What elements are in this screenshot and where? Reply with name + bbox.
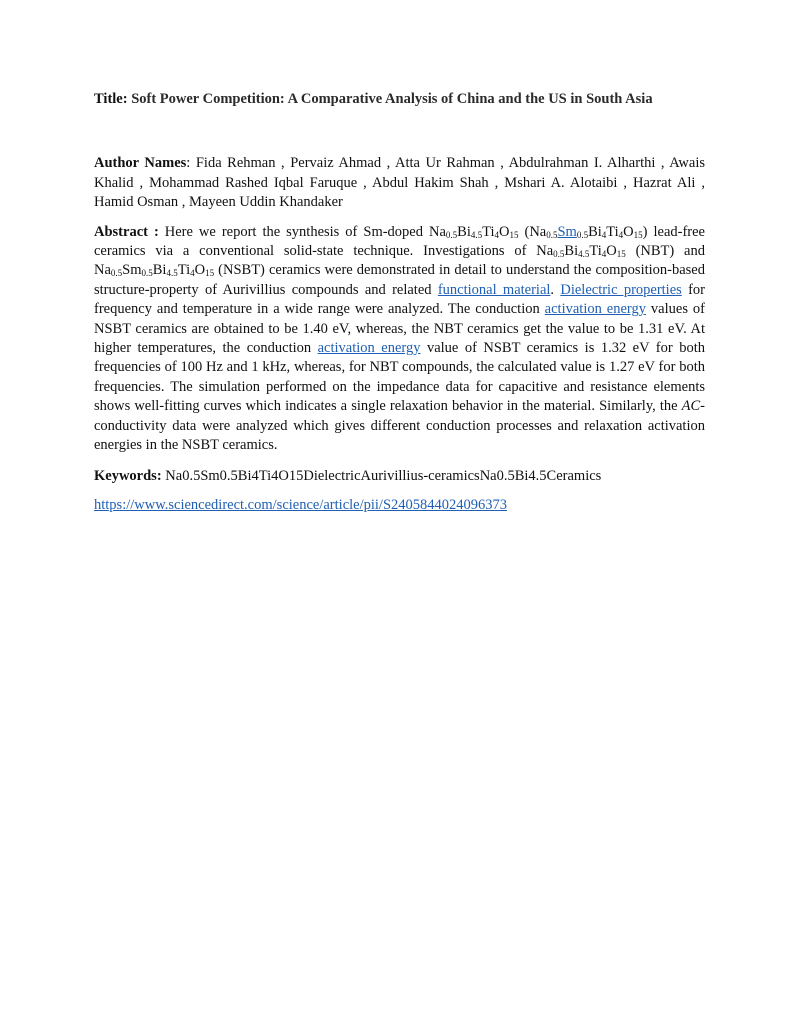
formula-nbt-2: $Na_{0.5}Bi_{4.5}Ti_4O_{15}$	[536, 243, 626, 260]
title-text: Soft Power Competition: A Comparative Analysis of China and the US in South Asia	[131, 91, 653, 107]
title-label: Title:	[94, 91, 128, 107]
authors-text: : Fida Rehman , Pervaiz Ahmad , Atta Ur Rahman , Abdulrahman I. Alharthi , Awais Khalid , Mohammad Rashed Iqbal Faruque , Abdul Hakim Shah , Mshari A. Alotaibi , Hazrat Ali , Hamid Osman , Mayeen Uddin Khandaker	[94, 155, 705, 211]
abstract-label: Abstract :	[94, 223, 159, 240]
sm-link[interactable]: Sm	[557, 223, 577, 240]
paper-title	[94, 90, 705, 109]
dielectric-properties-link[interactable]: Dielectric properties	[560, 281, 682, 298]
keywords-line	[94, 467, 705, 486]
formula-nsbt-linked: $Na_{0.5}Sm_{0.5}Bi_4Ti_4O_{15}$	[529, 223, 643, 240]
article-url-line	[94, 496, 705, 515]
ac-italic: AC	[681, 398, 701, 415]
activation-energy-link-2[interactable]: activation energy	[317, 340, 421, 357]
author-names	[94, 154, 705, 212]
functional-material-link[interactable]: functional material	[437, 281, 551, 298]
abstract-paragraph: Abstract : Here we report the synthesis of Sm-doped $Na_{0.5}Bi_{4.5}Ti_4O_{15}$ $(Na_{0.5}Sm_{0.5}Bi_4Ti_4O_{15})$ lead-free ceramics via a conventional solid-state technique. Investigations of $Na_{0.5}Bi_{4.5}Ti_4O_{15}$ (NBT) and $Na_{0.5}Sm_{0.5}Bi_{4.5}Ti_4O_{15}$ (NSBT) ceramics were demonstrated in detail to understand the composition-based structure-property of Aurivillius compounds and related functional material. Dielectric properties for frequency and temperature in a wide range were analyzed. The conduction activation energy values of NSBT ceramics are obtained to be 1.40 eV, whereas, the NBT ceramics get the value to be 1.31 eV. At higher temperatures, the conduction activation energy value of NSBT ceramics is 1.32 eV for both frequencies of 100 Hz and 1 kHz, whereas, for NBT compounds, the calculated value is 1.27 eV for both frequencies. The simulation performed on the impedance data for capacitive and resistance elements shows well-fitting curves which indicates a single relaxation behavior in the material. Similarly, the AC-conductivity data were analyzed which gives different conduction processes and relaxation activation energies in the NSBT ceramics.	[94, 223, 706, 454]
formula-nsbt: $Na_{0.5}Sm_{0.5}Bi_{4.5}Ti_4O_{15}$	[94, 262, 215, 279]
formula-nbt: $Na_{0.5}Bi_{4.5}Ti_4O_{15}$	[428, 223, 519, 240]
document-content	[94, 90, 705, 515]
keywords-text: Na0.5Sm0.5Bi4Ti4O15DielectricAurivillius-ceramicsNa0.5Bi4.5Ceramics	[161, 467, 602, 484]
keywords-label: Keywords:	[94, 467, 162, 484]
article-url-link[interactable]: https://www.sciencedirect.com/science/article/pii/S2405844024096373	[94, 496, 508, 513]
activation-energy-link-1[interactable]: activation energy	[544, 301, 646, 318]
authors-label: Author Names	[94, 155, 187, 172]
